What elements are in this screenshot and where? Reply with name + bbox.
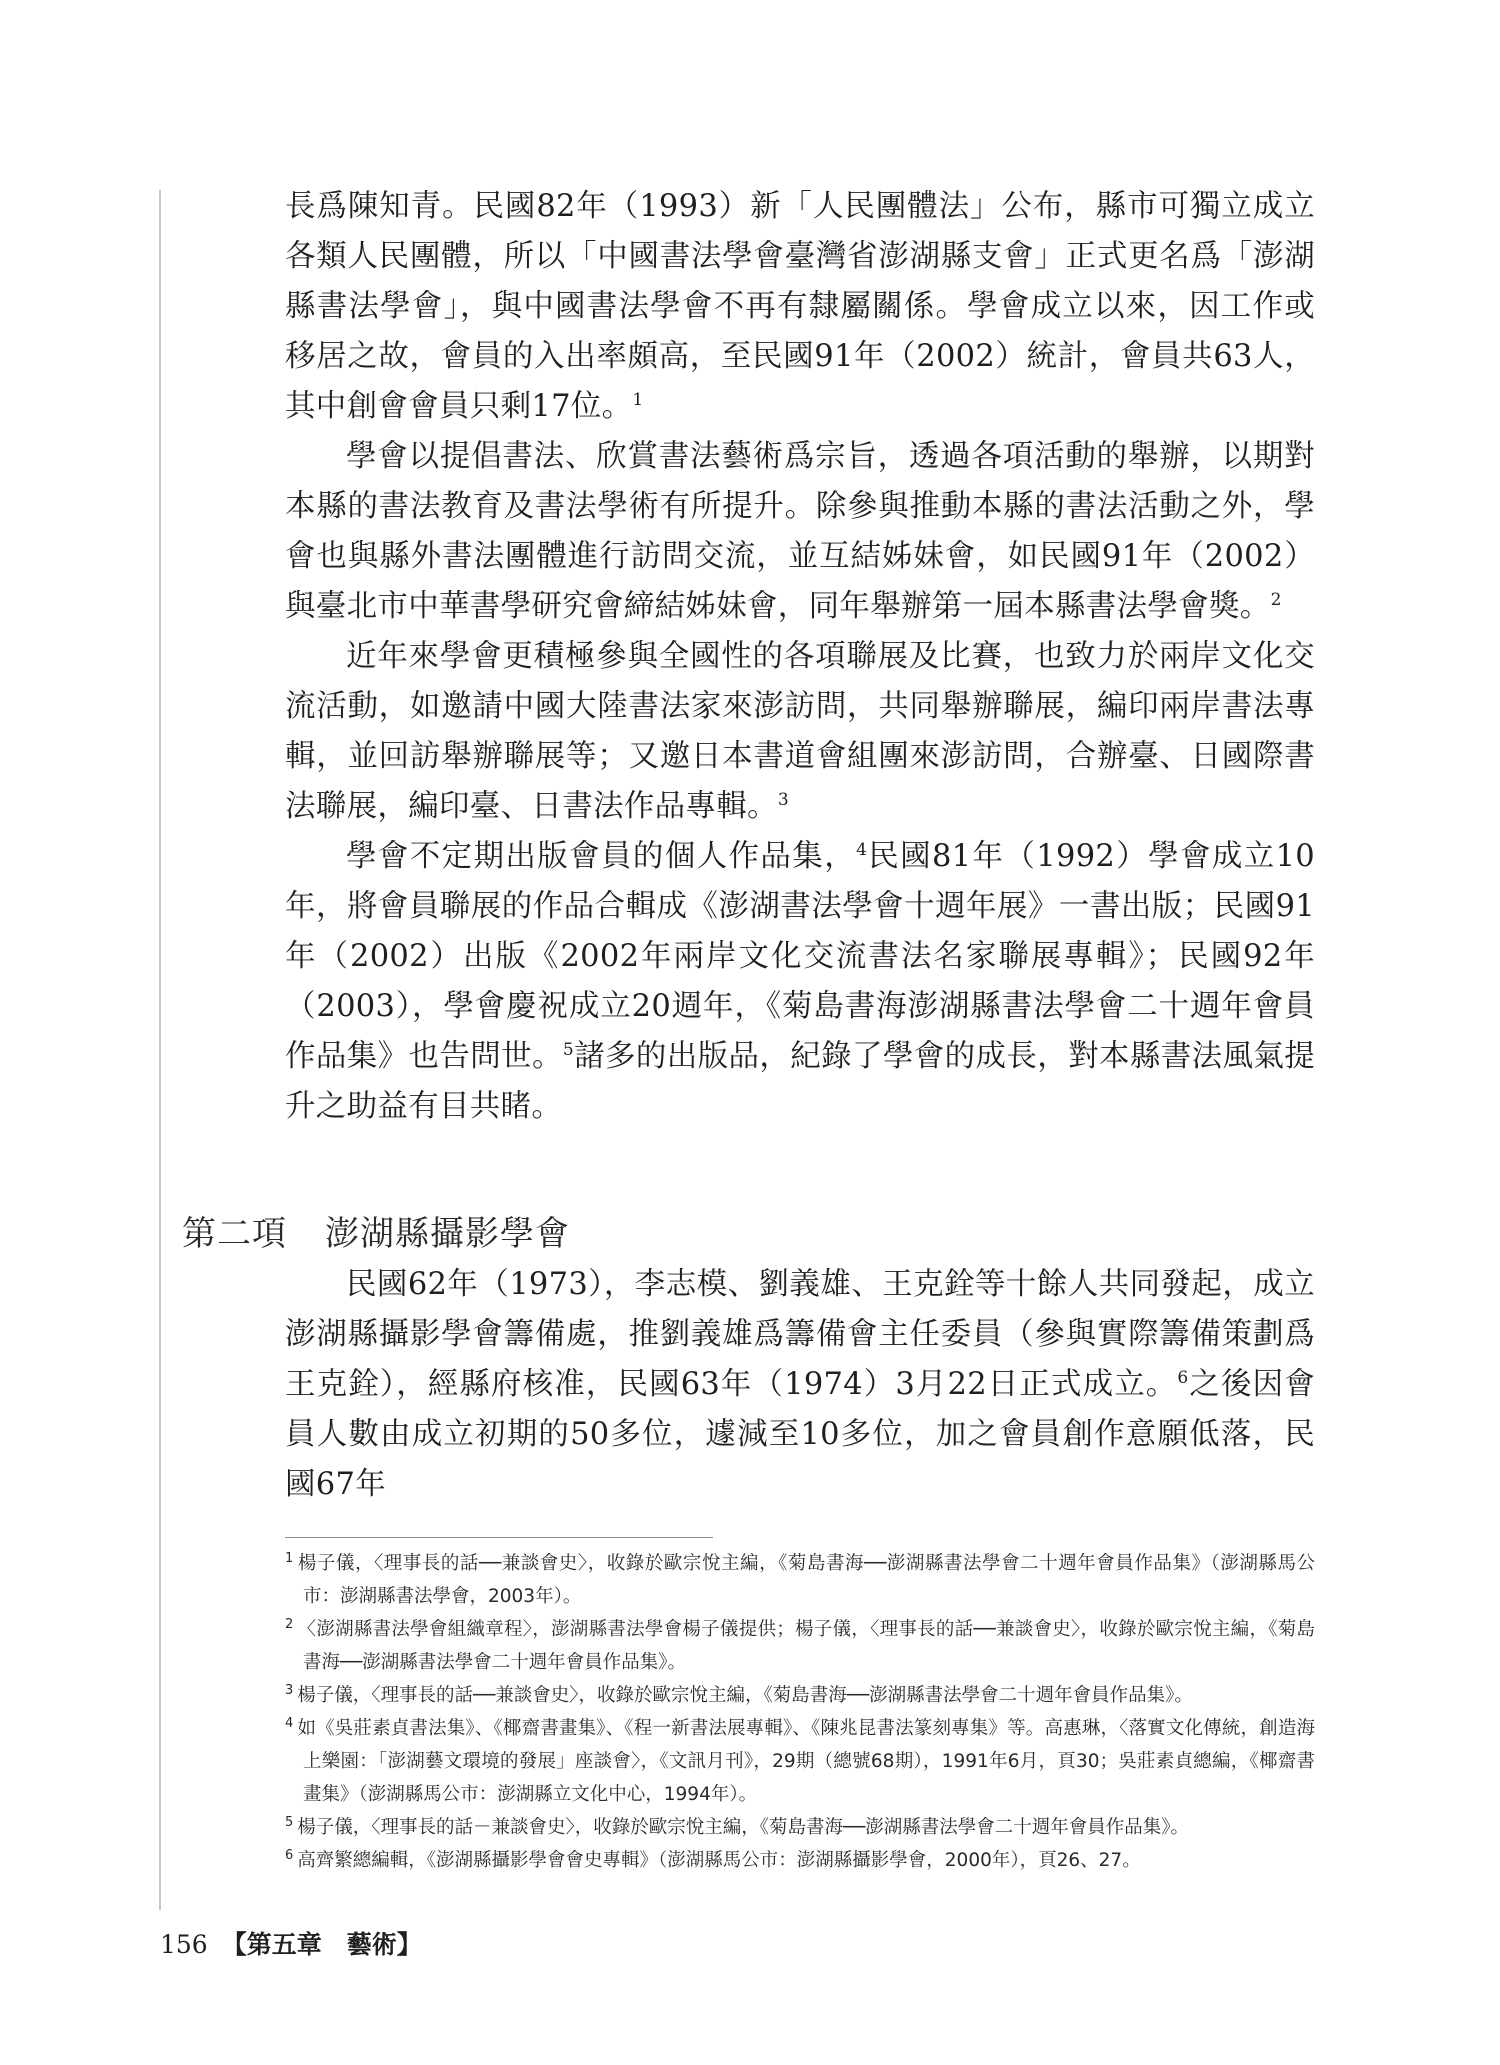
footnote-number: 6 <box>285 1847 294 1863</box>
footnote-text: 楊子儀，〈理事長的話－兼談會史〉，收錄於歐宗悅主編，《菊島書海──澎湖縣書法學會二十週年會員作品集》。 <box>297 1817 1190 1838</box>
paragraph-text: 之後因會員人數由成立初期的50多位，遽減至10多位，加之會員創作意願低落，民國67年 <box>285 1367 1315 1502</box>
footnote <box>285 1547 1315 1613</box>
paragraph <box>285 632 1315 832</box>
footnote-number: 2 <box>285 1616 294 1632</box>
footnote-ref[interactable]: 5 <box>562 1039 574 1060</box>
footnote <box>285 1679 1315 1712</box>
body-text <box>285 182 1315 1132</box>
paragraph <box>285 432 1315 632</box>
footnote <box>285 1844 1315 1877</box>
footnote-text: 〈澎湖縣書法學會組織章程〉，澎湖縣書法學會楊子儀提供；楊子儀，〈理事長的話──兼談會史〉，收錄於歐宗悅主編，《菊島書海──澎湖縣書法學會二十週年會員作品集》。 <box>297 1619 1315 1673</box>
margin-rule <box>159 190 161 1910</box>
paragraph-text: 學會不定期出版會員的個人作品集， <box>346 839 857 874</box>
paragraph-text: 諸多的出版品，紀錄了學會的成長，對本縣書法風氣提升之助益有目共睹。 <box>285 1039 1315 1124</box>
paragraph-text: 學會以提倡書法、欣賞書法藝術爲宗旨，透過各項活動的舉辦，以期對本縣的書法教育及書法學術有所提升。除參與推動本縣的書法活動之外，學會也與縣外書法團體進行訪問交流，並互結姊妹會，如民國91年（2002）與臺北市中華書學研究會締結姊妹會，同年舉辦第一屆本縣書法學會獎。 <box>285 439 1315 624</box>
page-number: 156 <box>160 1930 208 1959</box>
footnote-ref[interactable]: 1 <box>632 389 644 410</box>
footnote-number: 1 <box>285 1550 294 1566</box>
paragraph-text: 民國62年（1973），李志模、劉義雄、王克銓等十餘人共同發起，成立澎湖縣攝影學會籌備處，推劉義雄爲籌備會主任委員（參與實際籌備策劃爲王克銓），經縣府核准，民國63年（1974）3月22日正式成立。 <box>285 1267 1315 1402</box>
footnote-number: 4 <box>285 1715 294 1731</box>
paragraph-text: 民國81年（1992）學會成立10年，將會員聯展的作品合輯成《澎湖書法學會十週年展》一書出版；民國91年（2002）出版《2002年兩岸文化交流書法名家聯展專輯》；民國92年（2003），學會慶祝成立20週年，《菊島書海澎湖縣書法學會二十週年會員作品集》也告問世。 <box>285 839 1315 1074</box>
footnotes <box>285 1547 1315 1877</box>
page-footer <box>160 1925 422 1965</box>
footnote-text: 如《吳莊素貞書法集》、《椰齋書畫集》、《程一新書法展專輯》、《陳兆昆書法篆刻專集》等。高惠琳，〈落實文化傳統，創造海上樂園：「澎湖藝文環境的發展」座談會〉，《文訊月刊》，29期（總號68期），1991年6月，頁30；吳莊素貞總編，《椰齋書畫集》（澎湖縣馬公市：澎湖縣立文化中心，1994年）。 <box>297 1718 1315 1805</box>
footnote-ref[interactable]: 3 <box>777 789 789 810</box>
paragraph-text: 近年來學會更積極參與全國性的各項聯展及比賽，也致力於兩岸文化交流活動，如邀請中國大陸書法家來澎訪問，共同舉辦聯展，編印兩岸書法專輯，並回訪舉辦聯展等；又邀日本書道會組團來澎訪問，合辦臺、日國際書法聯展，編印臺、日書法作品專輯。 <box>285 639 1315 824</box>
footnote-text: 楊子儀，〈理事長的話──兼談會史〉，收錄於歐宗悅主編，《菊島書海──澎湖縣書法學會二十週年會員作品集》。 <box>297 1685 1193 1706</box>
footnote <box>285 1712 1315 1811</box>
footnote-ref[interactable]: 2 <box>1270 589 1282 610</box>
footnote-number: 5 <box>285 1814 294 1830</box>
footnote-divider <box>285 1537 713 1538</box>
section-heading <box>182 1207 570 1261</box>
section-number: 第二項 <box>182 1214 287 1254</box>
paragraph <box>285 1260 1315 1510</box>
section-title: 澎湖縣攝影學會 <box>325 1214 570 1254</box>
footnote-ref[interactable]: 6 <box>1177 1367 1189 1388</box>
footnote-text: 高齊繁總編輯，《澎湖縣攝影學會會史專輯》（澎湖縣馬公市：澎湖縣攝影學會，2000年），頁26、27。 <box>297 1850 1141 1871</box>
footnote-text: 楊子儀，〈理事長的話──兼談會史〉，收錄於歐宗悅主編，《菊島書海──澎湖縣書法學會二十週年會員作品集》（澎湖縣馬公市：澎湖縣書法學會，2003年）。 <box>297 1553 1315 1607</box>
section-body <box>285 1260 1315 1510</box>
paragraph <box>285 832 1315 1132</box>
paragraph <box>285 182 1315 432</box>
footnote <box>285 1811 1315 1844</box>
footnote <box>285 1613 1315 1679</box>
footnote-number: 3 <box>285 1682 294 1698</box>
footnote-ref[interactable]: 4 <box>856 839 868 860</box>
chapter-label: 【第五章 藝術】 <box>221 1930 422 1959</box>
paragraph-text: 長爲陳知青。民國82年（1993）新「人民團體法」公布，縣市可獨立成立各類人民團體，所以「中國書法學會臺灣省澎湖縣支會」正式更名爲「澎湖縣書法學會」，與中國書法學會不再有隸屬關係。學會成立以來，因工作或移居之故，會員的入出率頗高，至民國91年（2002）統計，會員共63人，其中創會會員只剩17位。 <box>285 189 1315 424</box>
